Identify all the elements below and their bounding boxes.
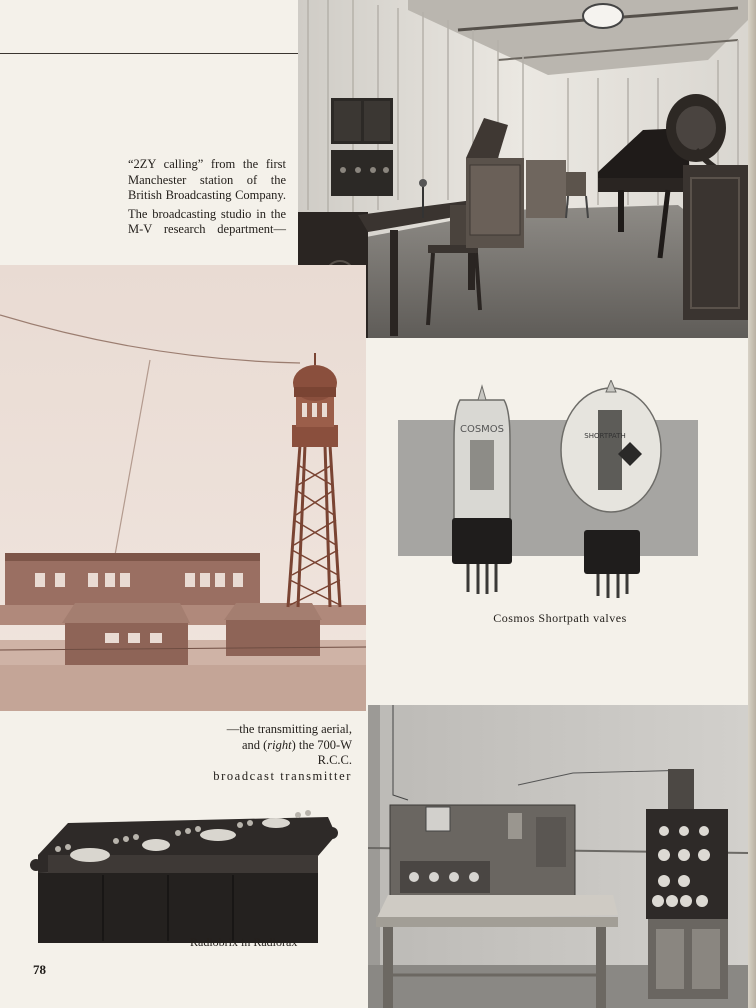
studio-caption-line2: The broadcasting studio in the M-V research department—	[128, 206, 286, 236]
transmitter-caption-line2-post: ) the 700-W R.C.C.	[291, 737, 352, 767]
left-valve-text: COSMOS	[459, 424, 505, 435]
aerial-photo	[0, 265, 366, 711]
page-edge-shadow	[748, 0, 756, 1008]
transmitter-caption-line2-italic: right	[267, 737, 292, 752]
radiobrix-caption: Radiobrix in Radiorax	[190, 935, 298, 949]
header-rule	[0, 53, 298, 54]
transmitter-caption-line1: —the transmitting aerial,	[226, 722, 352, 736]
right-valve-text: SHORTPATH	[584, 432, 626, 440]
studio-caption	[128, 157, 286, 241]
valves-caption: Cosmos Shortpath valves	[493, 611, 627, 625]
studio-caption-line1: “2ZY calling” from the first Manchester station of the British Broadcasting Company.	[128, 157, 286, 202]
valves-photo	[398, 380, 698, 600]
transmitter-caption-line2-pre: and (	[241, 737, 268, 752]
transmitter-caption-line3: broadcast transmitter	[213, 768, 352, 783]
radiobrix-photo	[28, 795, 340, 945]
transmitter-photo	[368, 705, 748, 1008]
transmitter-caption-line2	[210, 738, 352, 769]
page-number: 78	[33, 962, 46, 977]
transmitter-caption	[210, 722, 352, 784]
